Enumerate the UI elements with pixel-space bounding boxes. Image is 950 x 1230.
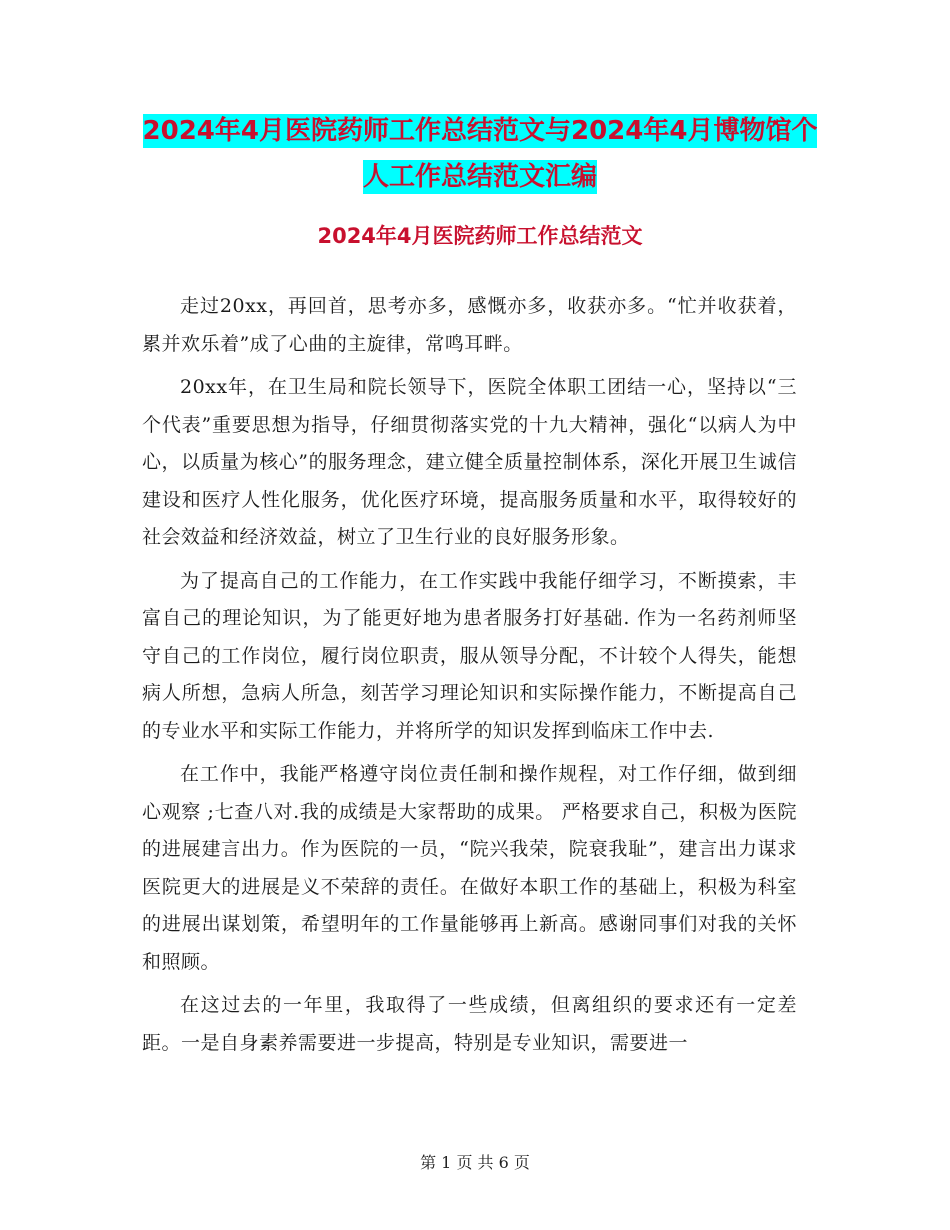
paragraph: 为了提高自己的工作能力，在工作实践中我能仔细学习，不断摸索，丰富自己的理论知识，为了能更好地为患者服务打好基础. 作为一名药剂师坚守自己的工作岗位，履行岗位职责，服从领导分配，不计较个人得失，能想病人所想，急病人所急，刻苦学习理论知识和实际操作能力，不断提高自己的专业水平和实际工作能力，并将所学的知识发挥到临床工作中去. <box>142 569 797 742</box>
page-footer: 第 1 页 共 6 页 <box>420 1153 530 1172</box>
document-body <box>142 288 797 1068</box>
section-title: 2024年4月医院药师工作总结范文 <box>317 224 643 248</box>
paragraph: 在工作中，我能严格遵守岗位责任制和操作规程，对工作仔细，做到细心观察 ;七查八对.我的成绩是大家帮助的成果。 严格要求自己，积极为医院的进展建言出力。作为医院的一员，“院兴我荣，院衰我耻”，建言出力谋求医院更大的进展是义不荣辞的责任。在做好本职工作的基础上，积极为科室的进展出谋划策，希望明年的工作量能够再上新高。感谢同事们对我的关怀和照顾。 <box>142 763 797 973</box>
main-title-highlight: 2024年4月医院药师工作总结范文与2024年4月博物馆个人工作总结范文汇编 <box>142 116 818 192</box>
paragraph: 在这过去的一年里，我取得了一些成绩，但离组织的要求还有一定差距。一是自身素养需要进一步提高，特别是专业知识，需要进一 <box>142 994 797 1054</box>
paragraph: 走过20xx，再回首，思考亦多，感慨亦多，收获亦多。“忙并收获着，累并欢乐着”成了心曲的主旋律，常鸣耳畔。 <box>142 295 797 355</box>
document-main-title <box>140 108 820 200</box>
paragraph: 20xx年，在卫生局和院长领导下，医院全体职工团结一心，坚持以“三个代表”重要思想为指导，仔细贯彻落实党的十九大精神，强化“以病人为中心，以质量为核心”的服务理念，建立健全质量控制体系，深化开展卫生诚信建设和医疗人性化服务，优化医疗环境，提高服务质量和水平，取得较好的社会效益和经济效益，树立了卫生行业的良好服务形象。 <box>142 376 797 548</box>
